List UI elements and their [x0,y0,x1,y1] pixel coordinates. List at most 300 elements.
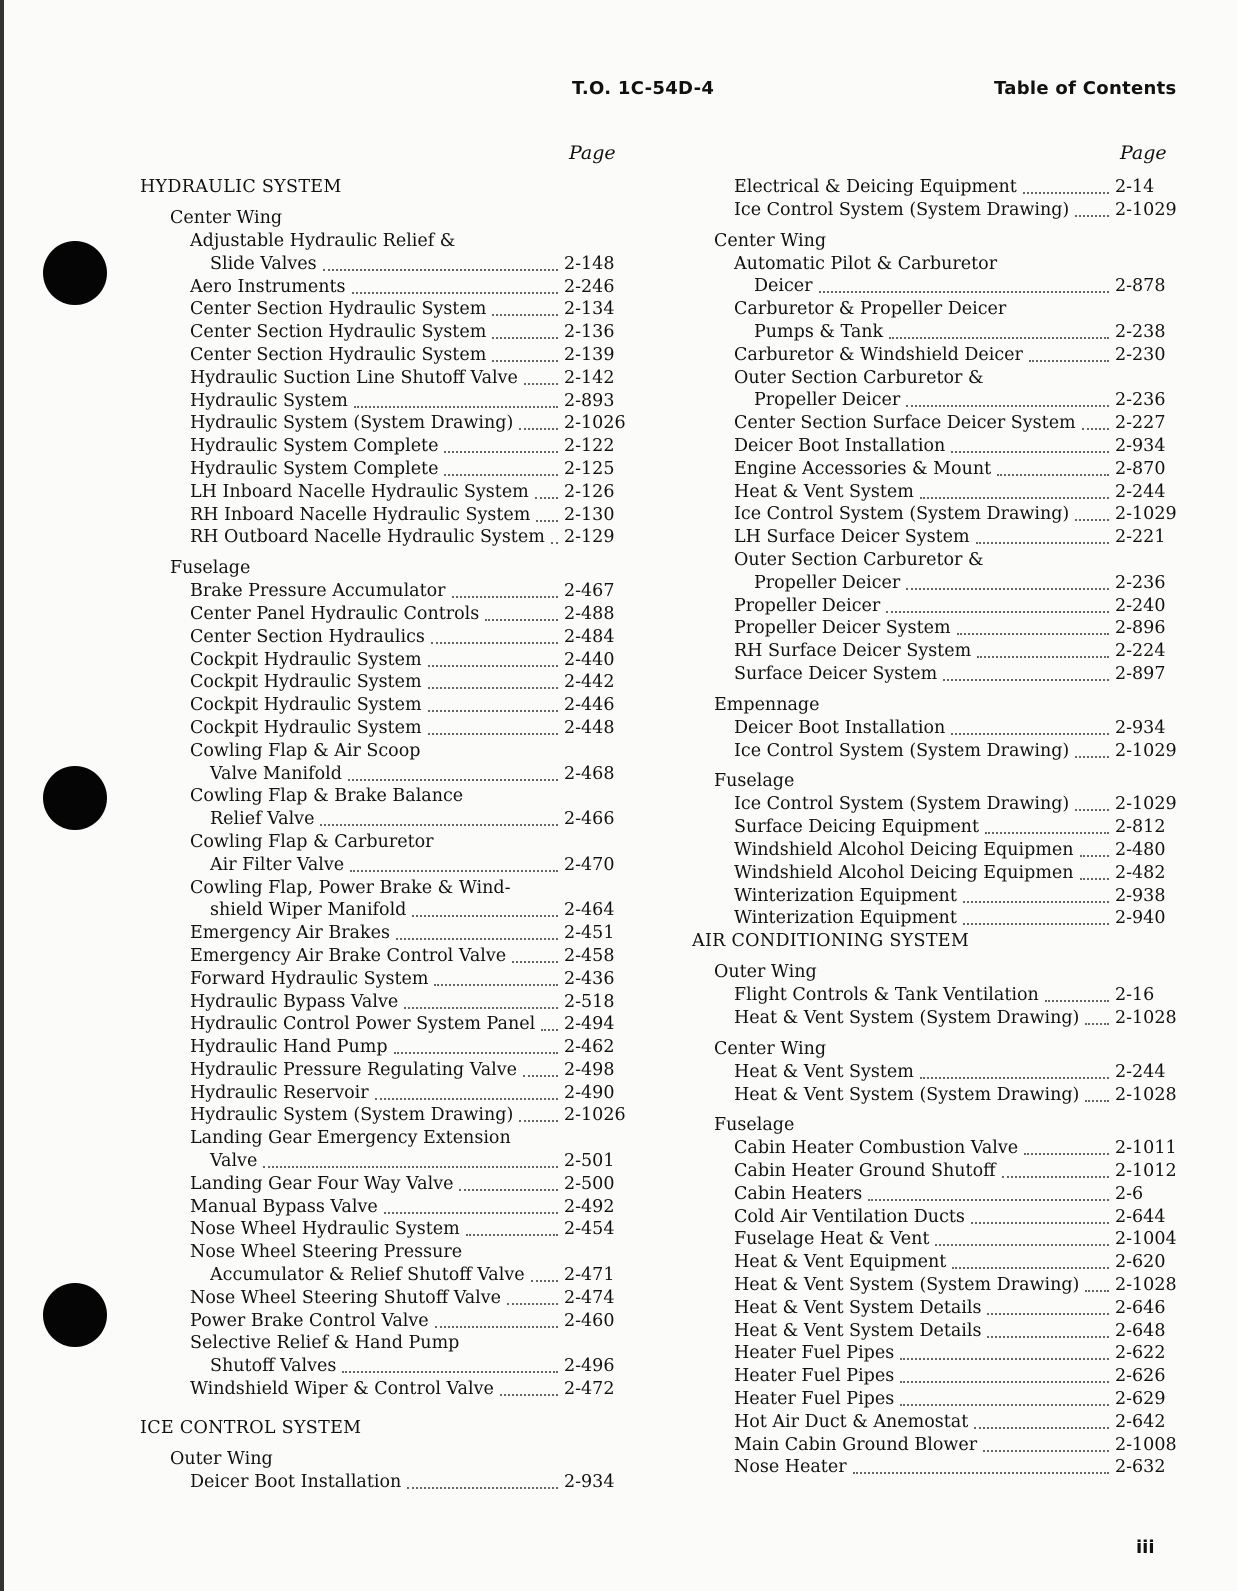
toc-entry-title: Hydraulic Reservoir [190,1082,369,1103]
toc-entry-title: Cockpit Hydraulic System [190,672,422,693]
toc-entry[interactable] [692,793,1192,816]
dot-leader [523,1075,558,1077]
toc-entry-page: 2-897 [1115,663,1166,684]
toc-entry[interactable] [140,321,640,344]
toc-entry-page: 2-518 [564,991,615,1012]
dot-leader [434,984,558,986]
toc-entry-title: Heat & Vent System [734,481,914,502]
toc-subsection-heading: Center Wing [714,230,827,251]
dot-leader [541,1029,558,1031]
toc-entry-title: Heater Fuel Pipes [734,1389,895,1410]
toc-entry-title: Cowling Flap, Power Brake & Wind- [190,877,511,898]
toc-entry[interactable] [140,626,640,649]
dot-leader [531,1280,558,1282]
toc-entry[interactable] [140,580,640,603]
toc-entry[interactable] [692,1274,1192,1297]
toc-entry-title: Heat & Vent System [734,1061,914,1082]
toc-entry-page: 2-221 [1115,527,1166,548]
dot-leader [375,1098,558,1100]
toc-entry[interactable] [140,526,640,549]
toc-entry-page: 2-440 [564,649,615,670]
toc-entry[interactable] [140,945,640,968]
dot-leader [971,1222,1109,1224]
dot-leader [963,901,1109,903]
toc-entry[interactable] [140,717,640,740]
toc-entry-page: 2-1029 [1115,199,1177,220]
toc-entry-page: 2-470 [564,854,615,875]
toc-entry-page: 2-482 [1115,862,1166,883]
dot-leader [906,588,1109,590]
section-title: Table of Contents [994,78,1177,99]
toc-entry[interactable] [692,549,1192,595]
toc-entry[interactable] [692,199,1192,222]
toc-entry-title: Hydraulic Bypass Valve [190,991,399,1012]
dot-leader [1085,1290,1109,1292]
toc-entry-page: 2-620 [1115,1252,1166,1273]
toc-entry-page: 2-648 [1115,1320,1166,1341]
toc-entry-title: Main Cabin Ground Blower [734,1434,978,1455]
toc-entry-title: Accumulator & Relief Shutoff Valve [210,1265,525,1286]
toc-entry-page: 2-148 [564,253,615,274]
toc-entry[interactable] [692,1365,1192,1388]
dot-leader [900,1381,1109,1383]
toc-entry[interactable] [692,1251,1192,1274]
toc-entry[interactable] [692,458,1192,481]
toc-entry[interactable] [692,344,1192,367]
toc-entry[interactable] [140,603,640,626]
dot-leader [492,360,558,362]
toc-entry-title: Slide Valves [210,253,317,274]
toc-entry[interactable] [140,458,640,481]
toc-entry-page: 2-500 [564,1173,615,1194]
toc-entry-page: 2-134 [564,299,615,320]
toc-entry-page: 2-1026 [564,1105,626,1126]
toc-entry-title: Valve Manifold [210,763,342,784]
toc-subsection-heading: Fuselage [714,1115,795,1136]
toc-entry-page: 2-125 [564,458,615,479]
dot-leader [394,1052,558,1054]
dot-leader [987,1336,1109,1338]
toc-entry[interactable] [140,230,640,276]
toc-entry-title: Deicer Boot Installation [734,717,946,738]
dot-leader [263,1166,558,1168]
dot-leader [512,961,558,963]
toc-entry-title: Emergency Air Brakes [190,923,390,944]
toc-entry-title: Hydraulic Pressure Regulating Valve [190,1059,517,1080]
page-number: iii [1136,1537,1155,1558]
toc-entry-page: 2-462 [564,1037,615,1058]
toc-entry-title: Cowling Flap & Carburetor [190,831,434,852]
toc-entry[interactable] [692,617,1192,640]
toc-entry-title: Electrical & Deicing Equipment [734,177,1017,197]
toc-entry-page: 2-1004 [1115,1229,1177,1250]
toc-entry-title: Landing Gear Emergency Extension [190,1128,511,1149]
dot-leader [412,915,558,917]
dot-leader [352,292,558,294]
toc-entry-title: Heat & Vent Equipment [734,1252,947,1273]
toc-entry-page: 2-244 [1115,481,1166,502]
toc-entry[interactable] [692,595,1192,618]
toc-entry-title: Outer Section Carburetor & [734,367,984,388]
toc-entry-page: 2-490 [564,1082,615,1103]
toc-entry[interactable] [140,1196,640,1219]
toc-entry-title: Propeller Deicer [734,595,881,616]
toc-entry-page: 2-464 [564,900,615,921]
toc-entry[interactable] [692,1228,1192,1251]
toc-entry-page: 2-629 [1115,1389,1166,1410]
toc-entry[interactable] [140,1059,640,1082]
toc-entry-title: Propeller Deicer [754,572,901,593]
toc-entry[interactable] [692,1297,1192,1320]
toc-subsection-heading: Center Wing [170,208,283,228]
toc-entry-title: Hot Air Duct & Anemostat [734,1411,969,1432]
dot-leader [900,1404,1109,1406]
toc-entry-title: Windshield Alcohol Deicing Equipmen [734,862,1074,883]
dot-leader [320,824,558,826]
toc-entry[interactable] [140,1471,640,1494]
toc-entry-title: Hydraulic System (System Drawing) [190,413,514,434]
toc-entry[interactable] [140,1378,640,1401]
toc-entry[interactable] [692,253,1192,299]
toc-entry-title: Cockpit Hydraulic System [190,649,422,670]
toc-entry[interactable] [692,740,1192,763]
toc-entry-title: Deicer [754,276,813,297]
toc-entry[interactable] [140,1127,640,1173]
toc-entry[interactable] [140,435,640,458]
toc-entry-title: Emergency Air Brake Control Valve [190,945,507,966]
toc-section-heading: ICE CONTROL SYSTEM [140,1417,362,1438]
toc-entry-page: 2-934 [564,1471,615,1492]
toc-entry-title: Nose Wheel Hydraulic System [190,1219,460,1240]
toc-entry-page: 2-870 [1115,458,1166,479]
dot-leader [407,1487,558,1489]
dot-leader [551,542,558,544]
toc-entry-title: Cold Air Ventilation Ducts [734,1206,965,1227]
toc-subsection-heading: Fuselage [714,771,795,792]
toc-entry-page: 2-626 [1115,1366,1166,1387]
toc-entry-title: Center Section Hydraulics [190,626,425,647]
toc-entry-title: Forward Hydraulic System [190,968,429,989]
toc-entry[interactable] [140,412,640,435]
toc-entry-page: 2-236 [1115,572,1166,593]
dot-leader [492,314,558,316]
toc-entry-page: 2-622 [1115,1343,1166,1364]
toc-entry-page: 2-496 [564,1356,615,1377]
toc-entry-title: Aero Instruments [190,276,346,297]
dot-leader [853,1472,1109,1474]
toc-entry-title: Ice Control System (System Drawing) [734,794,1070,815]
toc-entry[interactable] [140,1104,640,1127]
toc-entry[interactable] [692,816,1192,839]
toc-entry[interactable] [692,367,1192,413]
toc-entry[interactable] [140,785,640,831]
dot-leader [943,679,1109,681]
toc-entry-title: Manual Bypass Valve [190,1196,378,1217]
toc-entry-title: Center Section Surface Deicer System [734,413,1076,434]
toc-subsection-heading: Empennage [714,694,820,715]
toc-entry[interactable] [140,367,640,390]
toc-entry-title: Cockpit Hydraulic System [190,695,422,716]
dot-leader [396,938,558,940]
toc-entry-page: 2-224 [1115,641,1166,662]
toc-entry[interactable] [140,1218,640,1241]
toc-entry[interactable] [692,862,1192,885]
toc-entry[interactable] [692,1388,1192,1411]
document-number: T.O. 1C-54D-4 [572,78,715,99]
toc-entry[interactable] [140,1287,640,1310]
toc-entry[interactable] [140,968,640,991]
toc-entry[interactable] [692,1434,1192,1457]
toc-entry[interactable] [140,831,640,877]
toc-entry-title: Surface Deicing Equipment [734,817,979,838]
toc-entry[interactable] [140,740,640,786]
dot-leader [1075,809,1109,811]
toc-entry-title: Heat & Vent System Details [734,1320,982,1341]
dot-leader [431,642,558,644]
punch-hole [43,241,107,305]
toc-entry[interactable] [140,649,640,672]
toc-entry[interactable] [692,435,1192,458]
dot-leader [507,1303,558,1305]
toc-entry-page: 2-1028 [1115,1084,1177,1105]
toc-entry[interactable] [692,640,1192,663]
toc-entry-page: 2-480 [1115,839,1166,860]
toc-entry[interactable] [692,663,1192,686]
dot-leader [974,1427,1109,1429]
toc-entry-page: 2-236 [1115,390,1166,411]
toc-entry[interactable] [692,481,1192,504]
toc-entry-page: 2-644 [1115,1206,1166,1227]
toc-entry[interactable] [692,1456,1192,1479]
toc-entry-page: 2-934 [1115,717,1166,738]
toc-entry[interactable] [692,984,1192,1007]
toc-entry[interactable] [692,503,1192,526]
toc-entry-title: Heat & Vent System (System Drawing) [734,1007,1080,1028]
toc-entry-page: 2-472 [564,1379,615,1400]
toc-entry-title: Relief Valve [210,809,315,830]
toc-entry-title: Hydraulic System Complete [190,458,439,479]
toc-entry-page: 2-129 [564,527,615,548]
toc-entry[interactable] [692,839,1192,862]
toc-entry[interactable] [692,176,1192,199]
toc-entry-title: Cowling Flap & Brake Balance [190,786,464,807]
toc-entry[interactable] [692,717,1192,740]
dot-leader [1085,1100,1109,1102]
toc-entry-page: 2-492 [564,1196,615,1217]
toc-entry-title: Center Section Hydraulic System [190,322,487,343]
dot-leader [452,596,558,598]
toc-entry-page: 2-474 [564,1287,615,1308]
dot-leader [354,406,558,408]
toc-entry-page: 2-451 [564,923,615,944]
dot-leader [1075,756,1109,758]
dot-leader [323,269,558,271]
toc-subsection-heading: Outer Wing [170,1448,273,1469]
toc-entry-title: Windshield Alcohol Deicing Equipmen [734,839,1074,860]
toc-entry[interactable] [692,1206,1192,1229]
dot-leader [997,474,1109,476]
toc-entry[interactable] [140,276,640,299]
punch-hole [43,766,107,830]
toc-entry-page: 2-1008 [1115,1434,1177,1455]
toc-entry-title: Center Panel Hydraulic Controls [190,603,480,624]
dot-leader [1080,855,1109,857]
toc-entry[interactable] [140,390,640,413]
toc-entry-title: Outer Section Carburetor & [734,549,984,570]
toc-entry-page: 2-498 [564,1059,615,1080]
toc-entry-page: 2-6 [1115,1183,1144,1204]
dot-leader [920,497,1109,499]
toc-entry[interactable] [692,1137,1192,1160]
page-column-label: Page [569,142,616,164]
punch-hole [43,1283,107,1347]
toc-entry-page: 2-468 [564,763,615,784]
dot-leader [384,1212,558,1214]
toc-entry[interactable] [140,504,640,527]
dot-leader [1002,1176,1109,1178]
toc-entry[interactable] [692,298,1192,344]
toc-entry-page: 2-14 [1115,177,1155,197]
toc-entry[interactable] [140,481,640,504]
toc-entry[interactable] [692,907,1192,930]
toc-entry[interactable] [692,1411,1192,1434]
dot-leader [459,1189,558,1191]
toc-entry-page: 2-934 [1115,435,1166,456]
toc-entry-title: Nose Wheel Steering Pressure [190,1242,463,1263]
toc-entry-title: Carburetor & Windshield Deicer [734,344,1023,365]
toc-entry-title: Heater Fuel Pipes [734,1343,895,1364]
toc-entry-title: Heat & Vent System (System Drawing) [734,1275,1080,1296]
page-edge-line [0,0,4,1591]
toc-entry-page: 2-454 [564,1219,615,1240]
toc-entry-title: Pumps & Tank [754,321,884,342]
toc-entry-title: RH Surface Deicer System [734,641,972,662]
toc-entry-title: Winterization Equipment [734,908,957,929]
dot-leader [906,405,1109,407]
toc-entry-title: Valve [210,1151,258,1172]
toc-column-left [140,176,640,1494]
dot-leader [519,1120,558,1122]
toc-entry-page: 2-938 [1115,885,1166,906]
dot-leader [485,619,558,621]
dot-leader [889,337,1109,339]
toc-entry-page: 2-244 [1115,1061,1166,1082]
toc-entry-page: 2-940 [1115,908,1166,929]
dot-leader [1085,1023,1109,1025]
toc-section-heading: AIR CONDITIONING SYSTEM [692,931,970,952]
toc-entry-title: Surface Deicer System [734,663,938,684]
toc-entry[interactable] [140,1013,640,1036]
toc-entry[interactable] [140,877,640,923]
toc-entry[interactable] [692,1320,1192,1343]
toc-entry[interactable] [692,1061,1192,1084]
toc-entry-page: 2-878 [1115,276,1166,297]
dot-leader [819,291,1109,293]
toc-entry-page: 2-130 [564,504,615,525]
dot-leader [886,611,1109,613]
dot-leader [985,832,1109,834]
toc-entry[interactable] [692,412,1192,435]
page-column-label: Page [1120,142,1167,164]
dot-leader [348,779,558,781]
toc-entry-page: 2-1028 [1115,1007,1177,1028]
toc-entry-title: Power Brake Control Valve [190,1310,429,1331]
toc-entry-title: Cabin Heaters [734,1183,863,1204]
dot-leader [983,1450,1109,1452]
toc-entry-page: 2-1026 [564,413,626,434]
toc-entry-title: Deicer Boot Installation [190,1471,402,1492]
toc-entry-page: 2-893 [564,390,615,411]
toc-entry[interactable] [692,1007,1192,1030]
toc-entry[interactable] [140,298,640,321]
toc-entry-page: 2-227 [1115,413,1166,434]
toc-entry-title: Air Filter Valve [210,854,345,875]
dot-leader [535,497,558,499]
toc-entry[interactable] [140,1310,640,1333]
toc-entry[interactable] [692,526,1192,549]
toc-entry[interactable] [140,991,640,1014]
toc-entry[interactable] [140,694,640,717]
dot-leader [1024,1153,1109,1155]
dot-leader [868,1199,1109,1201]
toc-entry[interactable] [692,885,1192,908]
toc-entry-page: 2-436 [564,968,615,989]
toc-entry-page: 2-467 [564,581,615,602]
toc-entry-title: Hydraulic Hand Pump [190,1037,388,1058]
toc-entry-title: Ice Control System (System Drawing) [734,199,1070,220]
toc-entry-title: Heater Fuel Pipes [734,1366,895,1387]
dot-leader [466,1234,558,1236]
dot-leader [1029,360,1109,362]
toc-entry-page: 2-1029 [1115,794,1177,815]
toc-entry[interactable] [140,671,640,694]
toc-entry[interactable] [140,344,640,367]
toc-entry-page: 2-142 [564,367,615,388]
toc-entry-page: 2-646 [1115,1297,1166,1318]
toc-entry-title: Heat & Vent System Details [734,1297,982,1318]
toc-entry[interactable] [140,1173,640,1196]
dot-leader [342,1371,558,1373]
toc-entry-page: 2-812 [1115,817,1166,838]
toc-entry-page: 2-466 [564,809,615,830]
toc-entry[interactable] [140,1332,640,1378]
toc-entry[interactable] [140,1082,640,1105]
toc-entry[interactable] [692,1342,1192,1365]
toc-entry[interactable] [692,1183,1192,1206]
toc-entry[interactable] [140,1241,640,1287]
toc-entry-title: LH Surface Deicer System [734,527,970,548]
toc-entry[interactable] [140,922,640,945]
toc-entry-title: Fuselage Heat & Vent [734,1229,930,1250]
dot-leader [952,1267,1109,1269]
dot-leader [1045,1000,1109,1002]
toc-entry-page: 2-896 [1115,618,1166,639]
dot-leader [500,1394,558,1396]
toc-entry-page: 2-126 [564,481,615,502]
toc-entry-title: Adjustable Hydraulic Relief & [190,231,456,251]
toc-entry[interactable] [140,1036,640,1059]
dot-leader [987,1313,1109,1315]
dot-leader [1075,519,1109,521]
toc-entry[interactable] [692,1084,1192,1107]
toc-entry-page: 2-136 [564,322,615,343]
toc-entry-page: 2-458 [564,945,615,966]
toc-entry-title: Cowling Flap & Air Scoop [190,740,421,761]
toc-entry[interactable] [692,1160,1192,1183]
toc-entry-title: shield Wiper Manifold [210,900,407,921]
dot-leader [428,665,558,667]
toc-entry-title: Ice Control System (System Drawing) [734,740,1070,761]
